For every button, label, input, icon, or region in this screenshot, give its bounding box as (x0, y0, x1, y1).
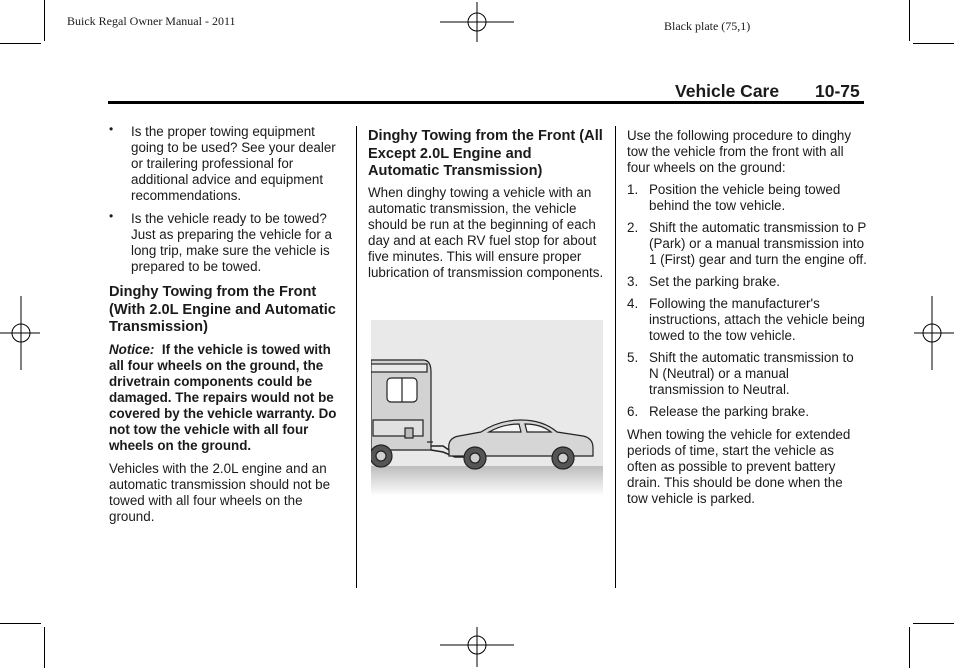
header-rule (108, 101, 864, 104)
list-item-text: Is the vehicle ready to be towed? Just as preparing the vehicle for a long trip, make sure the vehicle is prepared to be towed. (131, 211, 332, 274)
step-text: Shift the automatic transmission to N (Neutral) or a manual transmission to Neutral. (649, 350, 854, 397)
column-2 (368, 128, 606, 281)
dinghy-towing-illustration (371, 320, 603, 496)
column-3 (627, 128, 867, 507)
intro-paragraph: Use the following procedure to dinghy tow the vehicle from the front with all four wheels on the ground: (627, 128, 852, 175)
step-number: 6. (627, 404, 639, 419)
subsection-heading: Dinghy Towing from the Front (With 2.0L Engine and Automatic Transmission) (109, 284, 336, 335)
crop-mark (44, 627, 45, 668)
list-item (627, 182, 867, 214)
body-paragraph: Vehicles with the 2.0L engine and an automatic transmission should not be towed with all four wheels on the ground. (109, 460, 331, 524)
bullet-icon: • (109, 122, 114, 136)
registration-mark-icon (440, 625, 514, 667)
column-divider (356, 126, 357, 588)
closing-paragraph: When towing the vehicle for extended periods of time, start the vehicle as often as possible to prevent battery drain. This should be done when the tow vehicle is parked. (627, 427, 851, 506)
step-text: Set the parking brake. (649, 274, 781, 289)
step-text: Release the parking brake. (649, 404, 810, 419)
section-title: Vehicle Care (675, 81, 780, 101)
crop-mark (909, 627, 910, 668)
manual-title: Buick Regal Owner Manual - 2011 (67, 14, 236, 28)
crop-mark (909, 0, 910, 41)
crop-mark (913, 43, 954, 44)
list-item (627, 274, 867, 290)
step-text: Position the vehicle being towed behind the tow vehicle. (649, 182, 841, 213)
list-item (627, 350, 867, 398)
step-text: Shift the automatic transmission to P (Park) or a manual transmission into 1 (First) gear and turn the engine off. (649, 220, 867, 267)
list-item (627, 404, 867, 420)
crop-mark (44, 0, 45, 41)
step-number: 4. (627, 296, 639, 311)
column-1 (109, 124, 345, 525)
list-item (109, 124, 345, 204)
list-item (627, 220, 867, 268)
list-item (627, 296, 867, 344)
notice-box (109, 342, 345, 454)
bullet-icon: • (109, 209, 114, 223)
body-paragraph: When dinghy towing a vehicle with an automatic transmission, the vehicle should be run at the beginning of each day and at each RV fuel stop for about five minutes. This will ensure proper lubrication of transmission components. (368, 184, 604, 280)
crop-mark (0, 43, 41, 44)
page-number: 10-75 (815, 81, 860, 101)
crop-mark (913, 623, 954, 624)
crop-mark (0, 623, 41, 624)
subsection-heading: Dinghy Towing from the Front (All Except 2.0L Engine and Automatic Transmission) (368, 128, 603, 179)
notice-text: If the vehicle is towed with all four wheels on the ground, the drivetrain components could be damaged. The repairs would not be covered by the vehicle warranty. Do not tow the vehicle with all four wheels on the ground. (109, 341, 337, 453)
notice-label: Notice: (109, 341, 155, 357)
registration-mark-icon (440, 2, 514, 44)
column-divider (615, 126, 616, 588)
step-number: 5. (627, 350, 639, 365)
registration-mark-icon (0, 296, 42, 370)
list-item (109, 211, 345, 275)
step-number: 3. (627, 274, 639, 289)
registration-mark-icon (912, 296, 954, 370)
step-number: 2. (627, 220, 639, 235)
plate-label: Black plate (75,1) (664, 19, 751, 33)
step-number: 1. (627, 182, 639, 197)
step-text: Following the manufacturer's instructions, attach the vehicle being towed to the tow vehicle. (649, 296, 865, 343)
list-item-text: Is the proper towing equipment going to be used? See your dealer or trailering professional for additional advice and equipment recommendations. (131, 124, 336, 203)
